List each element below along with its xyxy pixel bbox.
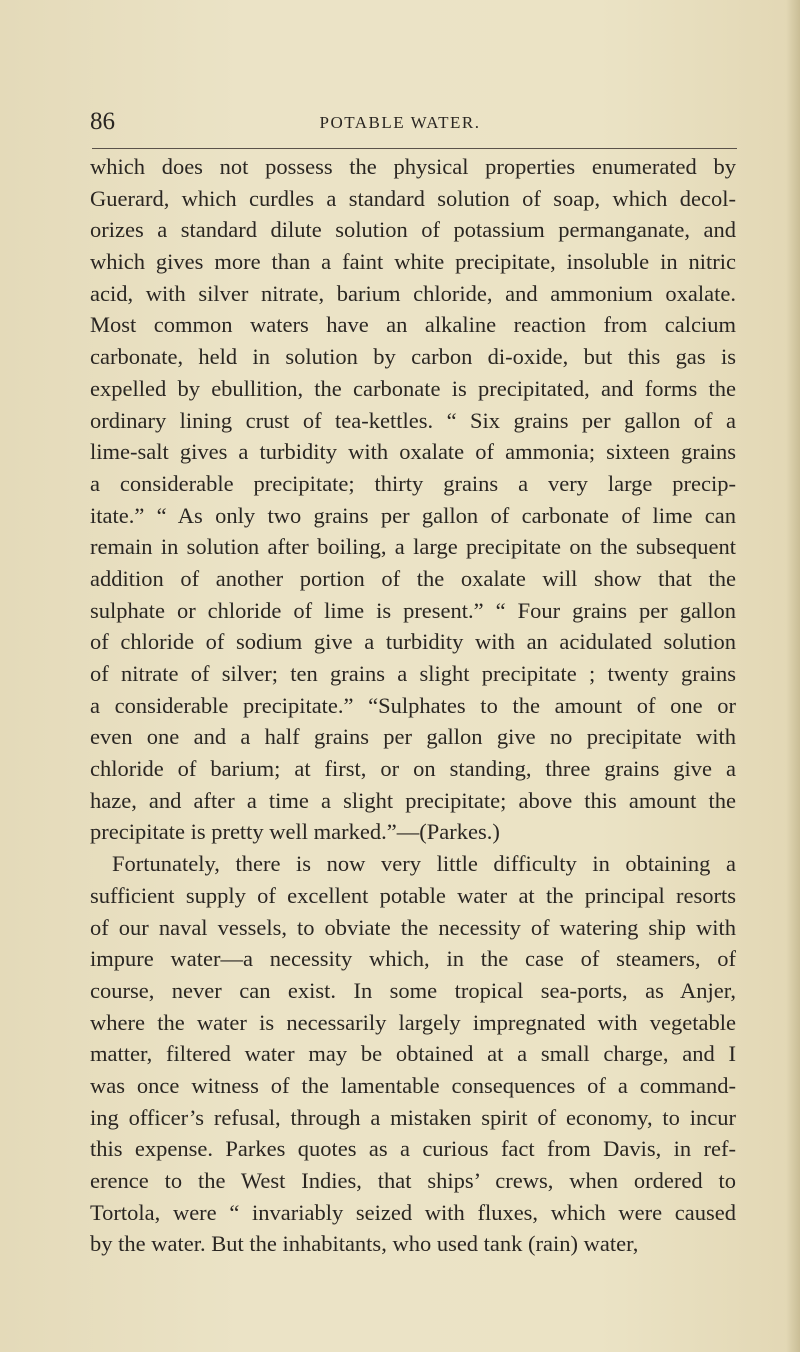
text-line: addition of another portion of the oxalate will show that the <box>90 565 736 591</box>
text-line: acid, with silver nitrate, barium chloride, and ammonium oxalate. <box>90 280 736 306</box>
text-line: sulphate or chloride of lime is present.” “ Four grains per gallon <box>90 597 736 623</box>
text-line: impure water—a necessity which, in the case of steamers, of <box>90 946 736 972</box>
text-line: which gives more than a faint white precipitate, insoluble in nitric <box>90 249 736 275</box>
header-rule <box>92 148 737 149</box>
text-line: even one and a half grains per gallon give no precipitate with <box>90 724 736 750</box>
text-line: remain in solution after boiling, a large precipitate on the subsequent <box>90 534 736 560</box>
text-line: a considerable precipitate; thirty grains a very large precip- <box>90 470 736 496</box>
text-line: precipitate is pretty well marked.”—(Parkes.) <box>90 819 500 845</box>
text-line: of chloride of sodium give a turbidity with an acidulated solution <box>90 629 736 655</box>
text-line: carbonate, held in solution by carbon di-oxide, but this gas is <box>90 344 736 370</box>
text-line: ing officer’s refusal, through a mistaken spirit of economy, to incur <box>90 1104 736 1130</box>
text-line: course, never can exist. In some tropical sea-ports, as Anjer, <box>90 977 736 1003</box>
text-line: Fortunately, there is now very little difficulty in obtaining a <box>112 851 736 877</box>
text-line: expelled by ebullition, the carbonate is precipitated, and forms the <box>90 375 736 401</box>
text-line: Most common waters have an alkaline reaction from calcium <box>90 312 736 338</box>
text-line: was once witness of the lamentable consequences of a command- <box>90 1072 736 1098</box>
text-line: of nitrate of silver; ten grains a slight precipitate ; twenty grains <box>90 661 736 686</box>
text-line: orizes a standard dilute solution of potassium permanganate, and <box>90 217 736 243</box>
text-line: a considerable precipitate.” “Sulphates to the amount of one or <box>90 692 736 718</box>
text-line: of our naval vessels, to obviate the necessity of watering ship with <box>90 914 736 940</box>
text-line: sufficient supply of excellent potable water at the principal resorts <box>90 882 736 908</box>
text-line: where the water is necessarily largely impregnated with vegetable <box>90 1009 736 1035</box>
running-title: POTABLE WATER. <box>319 113 481 132</box>
text-line: by the water. But the inhabitants, who used tank (rain) water, <box>90 1231 639 1257</box>
text-line: erence to the West Indies, that ships’ crews, when ordered to <box>90 1168 736 1193</box>
text-line: itate.” “ As only two grains per gallon of carbonate of lime can <box>90 502 736 528</box>
text-line: matter, filtered water may be obtained at a small charge, and I <box>90 1041 736 1067</box>
text-line: Tortola, were “ invariably seized with fluxes, which were caused <box>90 1199 736 1225</box>
text-line: ordinary lining crust of tea-kettles. “ Six grains per gallon of a <box>90 407 736 433</box>
text-line: lime-salt gives a turbidity with oxalate of ammonia; sixteen grains <box>90 439 736 465</box>
text-line: this expense. Parkes quotes as a curious fact from Davis, in ref- <box>90 1136 736 1162</box>
text-line: haze, and after a time a slight precipitate; above this amount the <box>90 787 736 813</box>
text-line: chloride of barium; at first, or on standing, three grains give a <box>90 756 736 782</box>
text-line: which does not possess the physical properties enumerated by <box>90 154 736 179</box>
body-text <box>90 151 736 1260</box>
page-number: 86 <box>90 108 115 135</box>
text-line: Guerard, which curdles a standard solution of soap, which decol- <box>90 185 736 211</box>
page-edge-shadow <box>786 0 800 1352</box>
